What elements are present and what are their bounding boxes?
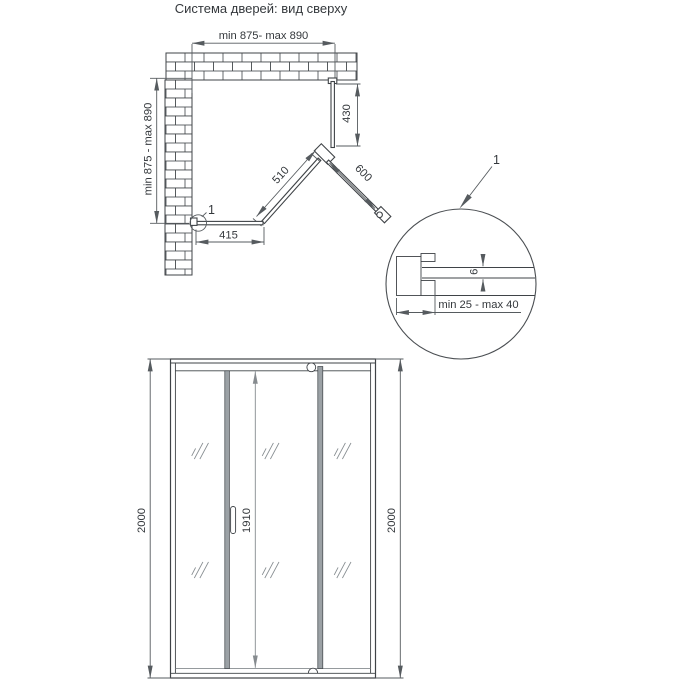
detail-callout-label: 1 bbox=[493, 153, 500, 167]
dim-door-height-label: 1910 bbox=[240, 508, 253, 533]
dim-left-depth-label: min 875 - max 890 bbox=[142, 102, 155, 196]
left-wall-bricks bbox=[165, 80, 192, 275]
door-handle bbox=[231, 507, 236, 534]
profile-cross-section bbox=[397, 254, 436, 296]
dim-right-panel-label: 430 bbox=[341, 104, 353, 123]
detail-leader-arrow bbox=[460, 194, 472, 209]
dim-door bbox=[330, 163, 376, 209]
callout-leader bbox=[202, 213, 207, 217]
front-view bbox=[136, 359, 404, 678]
door-knob bbox=[377, 212, 383, 218]
dim-bottom-panel bbox=[196, 227, 264, 245]
top-wall-bricks bbox=[166, 53, 357, 80]
top-roller bbox=[307, 363, 316, 372]
dim-glass-thickness bbox=[469, 254, 484, 292]
callout-label: 1 bbox=[208, 203, 215, 217]
door-left-stile bbox=[225, 371, 230, 669]
dim-fixed-panel-label: 510 bbox=[270, 164, 292, 187]
dim-glass-thickness-label: 6 bbox=[468, 268, 481, 275]
diagonal-fixed-panel bbox=[262, 158, 321, 223]
dim-door-label: 600 bbox=[352, 162, 374, 185]
dim-height-right-label: 2000 bbox=[385, 508, 398, 533]
dim-height-left bbox=[136, 359, 171, 678]
dim-right-panel bbox=[336, 84, 361, 146]
dim-profile-depth-label: min 25 - max 40 bbox=[438, 299, 519, 311]
page-title: Система дверей: вид сверху bbox=[174, 1, 348, 16]
top-view bbox=[143, 30, 391, 275]
dim-height-right bbox=[376, 359, 404, 678]
door-right-stile bbox=[318, 367, 323, 669]
dim-top-width-label: min 875- max 890 bbox=[218, 30, 309, 42]
frame-outer bbox=[171, 359, 376, 678]
dim-height-left-label: 2000 bbox=[135, 508, 148, 533]
detail-view bbox=[386, 153, 536, 359]
right-fixed-panel bbox=[331, 82, 334, 148]
dim-fixed-panel bbox=[253, 151, 320, 227]
dim-bottom-panel-label: 415 bbox=[219, 229, 238, 242]
